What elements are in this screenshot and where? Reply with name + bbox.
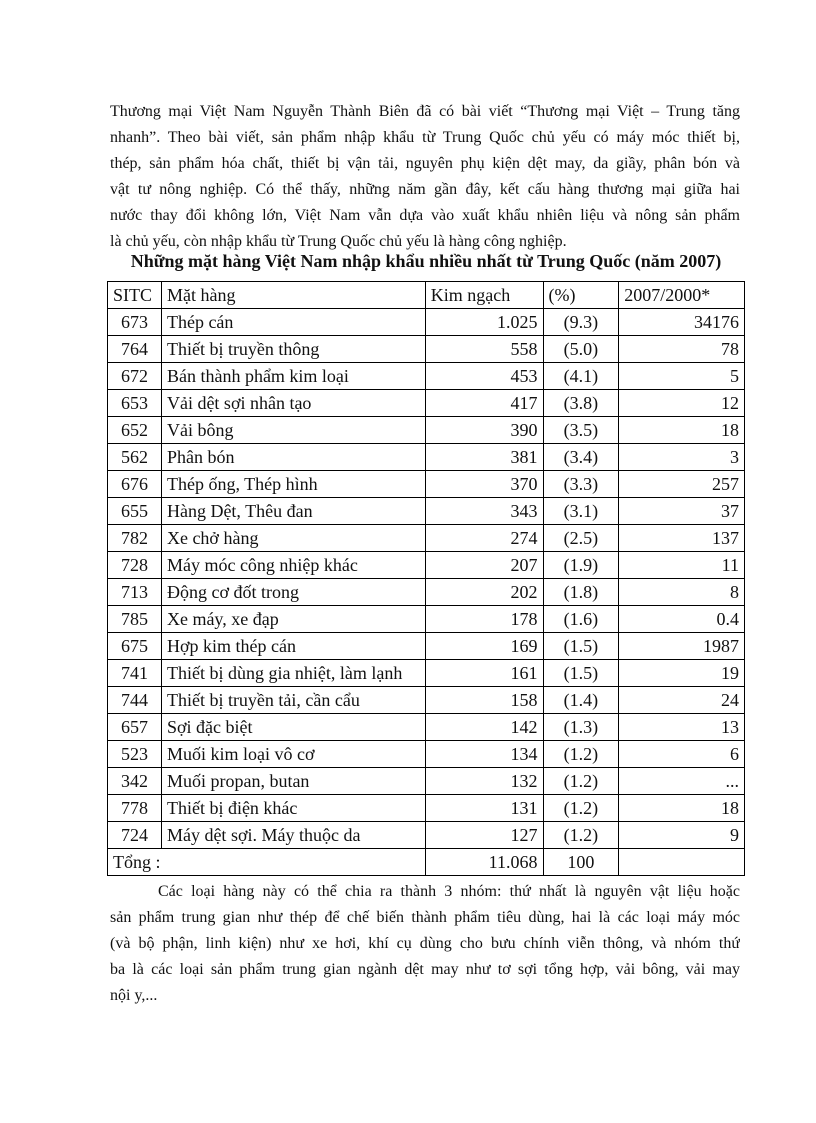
cell-percent: (1.6) [543, 606, 619, 633]
cell-percent: (1.9) [543, 552, 619, 579]
table-row [108, 606, 745, 633]
cell-percent: (5.0) [543, 336, 619, 363]
cell-item: Muối kim loại vô cơ [161, 741, 425, 768]
cell-value: 274 [425, 525, 543, 552]
table-row [108, 714, 745, 741]
table-row [108, 444, 745, 471]
cell-value: 343 [425, 498, 543, 525]
table-row [108, 417, 745, 444]
intro-line: là chủ yếu, còn nhập khẩu từ Trung Quốc chủ yếu là hàng công nghiệp. [110, 233, 567, 250]
cell-item: Thiết bị điện khác [161, 795, 425, 822]
cell-value: 370 [425, 471, 543, 498]
cell-value: 142 [425, 714, 543, 741]
cell-item: Thép cán [161, 309, 425, 336]
closing-line: ba là các loại sản phẩm trung gian ngành dệt may như tơ sợi tổng hợp, vải bông, vải may [110, 961, 740, 978]
total-value: 11.068 [425, 849, 543, 876]
table-row [108, 687, 745, 714]
cell-item: Thiết bị dùng gia nhiệt, làm lạnh [161, 660, 425, 687]
cell-item: Bán thành phẩm kim loại [161, 363, 425, 390]
cell-ratio: 34176 [619, 309, 745, 336]
cell-value: 161 [425, 660, 543, 687]
cell-value: 131 [425, 795, 543, 822]
cell-ratio: 78 [619, 336, 745, 363]
cell-sitc: 744 [108, 687, 162, 714]
cell-ratio: 257 [619, 471, 745, 498]
cell-value: 202 [425, 579, 543, 606]
cell-ratio: 19 [619, 660, 745, 687]
cell-sitc: 778 [108, 795, 162, 822]
cell-item: Thiết bị truyền tải, cần cẩu [161, 687, 425, 714]
cell-percent: (1.2) [543, 822, 619, 849]
closing-paragraph [110, 879, 740, 1009]
table-row [108, 795, 745, 822]
cell-ratio: 3 [619, 444, 745, 471]
cell-percent: (9.3) [543, 309, 619, 336]
cell-item: Vải dệt sợi nhân tạo [161, 390, 425, 417]
cell-item: Máy móc công nhiệp khác [161, 552, 425, 579]
cell-sitc: 713 [108, 579, 162, 606]
cell-percent: (3.5) [543, 417, 619, 444]
table-row [108, 471, 745, 498]
closing-line: sản phẩm trung gian như thép để chế biến thành phẩm tiêu dùng, hai là các loại máy móc [110, 909, 740, 926]
intro-paragraph [110, 99, 740, 255]
cell-value: 390 [425, 417, 543, 444]
cell-percent: (3.3) [543, 471, 619, 498]
cell-sitc: 782 [108, 525, 162, 552]
table-row [108, 579, 745, 606]
cell-item: Sợi đặc biệt [161, 714, 425, 741]
header-sitc: SITC [108, 282, 162, 309]
table-row [108, 633, 745, 660]
table-row [108, 768, 745, 795]
cell-item: Thép ống, Thép hình [161, 471, 425, 498]
cell-ratio: 1987 [619, 633, 745, 660]
cell-ratio: 18 [619, 795, 745, 822]
intro-line: nhanh”. Theo bài viết, sản phẩm nhập khẩu từ Trung Quốc chủ yếu có máy móc thiết bị, [110, 129, 740, 146]
cell-sitc: 562 [108, 444, 162, 471]
cell-percent: (1.5) [543, 633, 619, 660]
cell-ratio: 12 [619, 390, 745, 417]
cell-ratio: 9 [619, 822, 745, 849]
cell-sitc: 741 [108, 660, 162, 687]
cell-ratio: 13 [619, 714, 745, 741]
table-row [108, 660, 745, 687]
cell-percent: (3.8) [543, 390, 619, 417]
cell-value: 1.025 [425, 309, 543, 336]
cell-percent: (3.4) [543, 444, 619, 471]
cell-item: Hợp kim thép cán [161, 633, 425, 660]
cell-ratio: 24 [619, 687, 745, 714]
cell-ratio: 18 [619, 417, 745, 444]
cell-ratio: 6 [619, 741, 745, 768]
cell-percent: (4.1) [543, 363, 619, 390]
cell-item: Thiết bị truyền thông [161, 336, 425, 363]
cell-percent: (1.2) [543, 741, 619, 768]
cell-value: 132 [425, 768, 543, 795]
total-percent: 100 [543, 849, 619, 876]
table-row [108, 498, 745, 525]
table-row [108, 390, 745, 417]
table-title: Những mặt hàng Việt Nam nhập khẩu nhiều nhất từ Trung Quốc (năm 2007) [130, 251, 722, 271]
header-percent: (%) [543, 282, 619, 309]
cell-ratio: 0.4 [619, 606, 745, 633]
table-row [108, 309, 745, 336]
cell-item: Vải bông [161, 417, 425, 444]
cell-sitc: 655 [108, 498, 162, 525]
cell-sitc: 673 [108, 309, 162, 336]
cell-sitc: 764 [108, 336, 162, 363]
table-row [108, 552, 745, 579]
cell-value: 127 [425, 822, 543, 849]
cell-sitc: 342 [108, 768, 162, 795]
table-row [108, 363, 745, 390]
table-total-row [108, 849, 745, 876]
cell-percent: (3.1) [543, 498, 619, 525]
cell-value: 169 [425, 633, 543, 660]
cell-sitc: 728 [108, 552, 162, 579]
closing-line: Các loại hàng này có thể chia ra thành 3 nhóm: thứ nhất là nguyên vật liệu hoặc [158, 883, 740, 900]
cell-sitc: 675 [108, 633, 162, 660]
cell-item: Hàng Dệt, Thêu đan [161, 498, 425, 525]
cell-sitc: 653 [108, 390, 162, 417]
cell-value: 558 [425, 336, 543, 363]
cell-value: 207 [425, 552, 543, 579]
cell-ratio: 37 [619, 498, 745, 525]
cell-percent: (1.8) [543, 579, 619, 606]
cell-percent: (1.5) [543, 660, 619, 687]
cell-percent: (1.2) [543, 795, 619, 822]
cell-percent: (1.3) [543, 714, 619, 741]
header-item: Mặt hàng [161, 282, 425, 309]
intro-line: vật tư nông nghiệp. Có thể thấy, những năm gần đây, kết cấu hàng thương mại giữa hai [110, 181, 740, 198]
cell-percent: (1.2) [543, 768, 619, 795]
cell-sitc: 724 [108, 822, 162, 849]
cell-sitc: 652 [108, 417, 162, 444]
cell-sitc: 523 [108, 741, 162, 768]
cell-ratio: 11 [619, 552, 745, 579]
closing-line: (và bộ phận, linh kiện) như xe hơi, khí cụ dùng cho bưu chính viễn thông, và nhóm thứ [110, 935, 740, 952]
cell-ratio: 137 [619, 525, 745, 552]
cell-percent: (1.4) [543, 687, 619, 714]
cell-sitc: 672 [108, 363, 162, 390]
cell-item: Động cơ đốt trong [161, 579, 425, 606]
cell-item: Xe máy, xe đạp [161, 606, 425, 633]
cell-value: 178 [425, 606, 543, 633]
intro-line: Thương mại Việt Nam Nguyễn Thành Biên đã có bài viết “Thương mại Việt – Trung tăng [110, 103, 740, 120]
cell-sitc: 657 [108, 714, 162, 741]
intro-line: nước thay đổi không lớn, Việt Nam vẫn dựa vào xuất khẩu nhiên liệu và nông sản phẩm [110, 207, 740, 224]
cell-item: Xe chở hàng [161, 525, 425, 552]
cell-ratio: 5 [619, 363, 745, 390]
cell-ratio: ... [619, 768, 745, 795]
cell-sitc: 785 [108, 606, 162, 633]
cell-value: 134 [425, 741, 543, 768]
cell-value: 381 [425, 444, 543, 471]
cell-item: Máy dệt sợi. Máy thuộc da [161, 822, 425, 849]
intro-line: thép, sản phẩm hóa chất, thiết bị vận tải, nguyên phụ kiện dệt may, da giầy, phân bón và [110, 155, 740, 172]
table-row [108, 525, 745, 552]
total-label: Tổng : [108, 849, 426, 876]
import-table [107, 281, 745, 876]
header-value: Kim ngạch [425, 282, 543, 309]
cell-percent: (2.5) [543, 525, 619, 552]
cell-value: 417 [425, 390, 543, 417]
cell-sitc: 676 [108, 471, 162, 498]
cell-value: 453 [425, 363, 543, 390]
cell-item: Phân bón [161, 444, 425, 471]
header-ratio: 2007/2000* [619, 282, 745, 309]
closing-line: nội y,... [110, 987, 158, 1004]
cell-ratio: 8 [619, 579, 745, 606]
table-row [108, 822, 745, 849]
table-header-row [108, 282, 745, 309]
total-ratio [619, 849, 745, 876]
cell-item: Muối propan, butan [161, 768, 425, 795]
cell-value: 158 [425, 687, 543, 714]
table-row [108, 741, 745, 768]
table-row [108, 336, 745, 363]
